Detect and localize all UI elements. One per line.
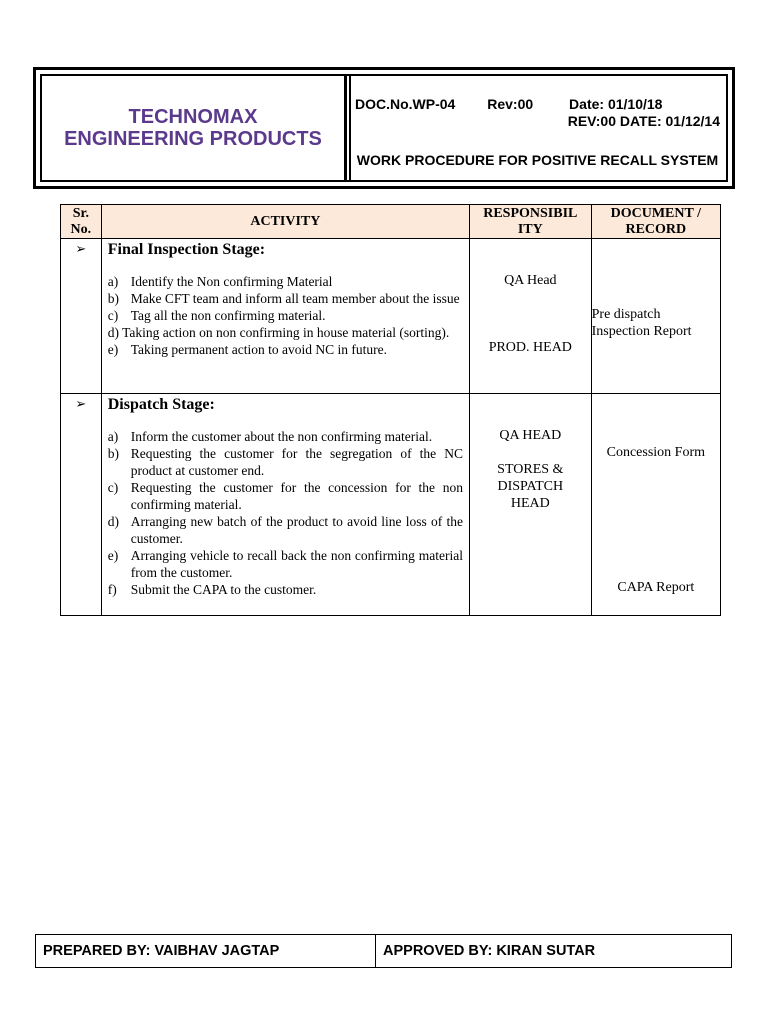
header-divider-secondary	[349, 76, 351, 180]
list-item-label: d)	[107, 514, 119, 529]
table-row	[61, 394, 721, 616]
list-item	[108, 547, 463, 581]
responsibility-text: QA Head	[504, 273, 557, 288]
list-item-text: Taking permanent action to avoid NC in future.	[130, 342, 387, 357]
list-item-label: e)	[107, 548, 119, 563]
list-item-text: Arranging new batch of the product to avoid line loss of the customer.	[130, 514, 463, 546]
document-header	[33, 67, 735, 189]
company-name	[42, 106, 344, 150]
procedure-table	[60, 204, 721, 616]
row-marker-cell	[61, 239, 102, 394]
responsibility-cell	[470, 394, 592, 616]
doc-rev-date: REV:00 DATE: 01/12/14	[567, 113, 720, 129]
row-marker-cell	[61, 394, 102, 616]
list-item-label: a)	[107, 429, 119, 444]
list-item-text: Make CFT team and inform all team member about the issue	[130, 291, 460, 306]
activity-cell	[101, 239, 469, 394]
arrow-bullet-icon: ➢	[75, 241, 87, 256]
document-cell	[591, 239, 720, 394]
list-item-label: b)	[107, 446, 119, 461]
list-item-text: Tag all the non confirming material.	[130, 308, 326, 323]
list-item	[108, 273, 463, 290]
header-divider	[344, 76, 347, 180]
list-item-text: Requesting the customer for the segregation of the NC product at customer end.	[130, 446, 463, 478]
header-inner-frame	[40, 74, 728, 182]
list-item	[108, 513, 463, 547]
list-item-label: b)	[107, 291, 119, 306]
stage-title: Dispatch Stage:	[107, 396, 215, 413]
list-item	[108, 581, 463, 598]
company-name-line2: ENGINEERING PRODUCTS	[64, 128, 322, 150]
list-item	[108, 290, 463, 307]
list-item-text: Submit the CAPA to the customer.	[130, 582, 317, 597]
responsibility-text: PROD. HEAD	[488, 340, 572, 355]
responsibility-text: QA HEAD	[499, 428, 562, 443]
arrow-bullet-icon: ➢	[75, 396, 87, 411]
approved-by: APPROVED BY: KIRAN SUTAR	[383, 943, 596, 959]
activity-cell	[101, 394, 469, 616]
table-header-row	[61, 205, 721, 239]
document-text: Pre dispatch Inspection Report	[591, 307, 692, 339]
list-item-text: Identify the Non confirming Material	[130, 274, 333, 289]
responsibility-cell	[470, 239, 592, 394]
list-item-text: d) Taking action on non confirming in house material (sorting).	[107, 325, 450, 340]
doc-title: WORK PROCEDURE FOR POSITIVE RECALL SYSTEM	[356, 152, 719, 168]
doc-info	[355, 96, 720, 130]
list-item-text: Arranging vehicle to recall back the non confirming material from the customer.	[130, 548, 463, 580]
table-row	[61, 239, 721, 394]
activity-list	[102, 273, 469, 358]
document-cell	[591, 394, 720, 616]
header-activity: ACTIVITY	[101, 205, 469, 239]
stage-title: Final Inspection Stage:	[107, 241, 266, 258]
list-item	[108, 307, 463, 324]
company-name-line1: TECHNOMAX	[128, 106, 258, 128]
responsibility-text: STORES & DISPATCH HEAD	[497, 462, 564, 511]
list-item	[108, 445, 463, 479]
header-sr-no: Sr. No.	[61, 205, 102, 239]
doc-date: Date: 01/10/18	[569, 96, 663, 112]
document-text: Concession Form	[606, 445, 705, 460]
doc-revision: Rev:00	[487, 96, 534, 112]
list-item-label: e)	[107, 342, 119, 357]
header-responsibility: RESPONSIBIL ITY	[470, 205, 592, 239]
list-item-label: a)	[107, 274, 119, 289]
list-item-text: Inform the customer about the non confirming material.	[130, 429, 433, 444]
list-item	[108, 479, 463, 513]
list-item-label: c)	[107, 308, 119, 323]
list-item	[108, 428, 463, 445]
prepared-by: PREPARED BY: VAIBHAV JAGTAP	[36, 935, 376, 967]
header-document-record: DOCUMENT / RECORD	[591, 205, 720, 239]
signature-footer	[35, 934, 732, 968]
list-item-label: c)	[107, 480, 119, 495]
doc-number: DOC.No.WP-04	[355, 96, 456, 112]
list-item-label: f)	[107, 582, 117, 597]
activity-list	[102, 428, 469, 598]
document-text: CAPA Report	[617, 580, 695, 595]
list-item	[108, 341, 463, 358]
list-item-text: Requesting the customer for the concession for the non confirming material.	[130, 480, 463, 512]
